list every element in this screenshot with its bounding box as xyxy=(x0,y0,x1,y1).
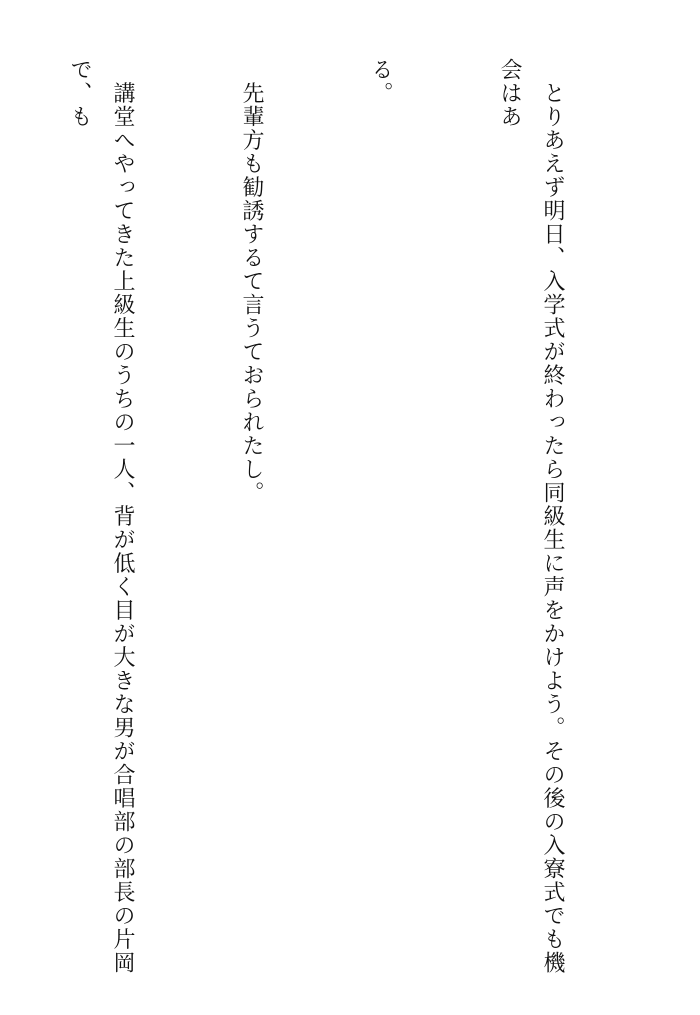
text-line-3: 先輩方も勧誘するて言うておられたし。 xyxy=(239,58,264,505)
text-line-1: とりあえず明日、入学式が終わったら同級生に声をかけよう。その後の入寮式でも機会はあ xyxy=(497,58,565,975)
text-line-2: る。 xyxy=(368,58,393,105)
vertical-text-body xyxy=(40,58,660,978)
text-line-4: 講堂へやってきた上級生のうちの一人、背が低く目が大きな男が合唱部の部長の片岡で、も xyxy=(67,58,135,975)
